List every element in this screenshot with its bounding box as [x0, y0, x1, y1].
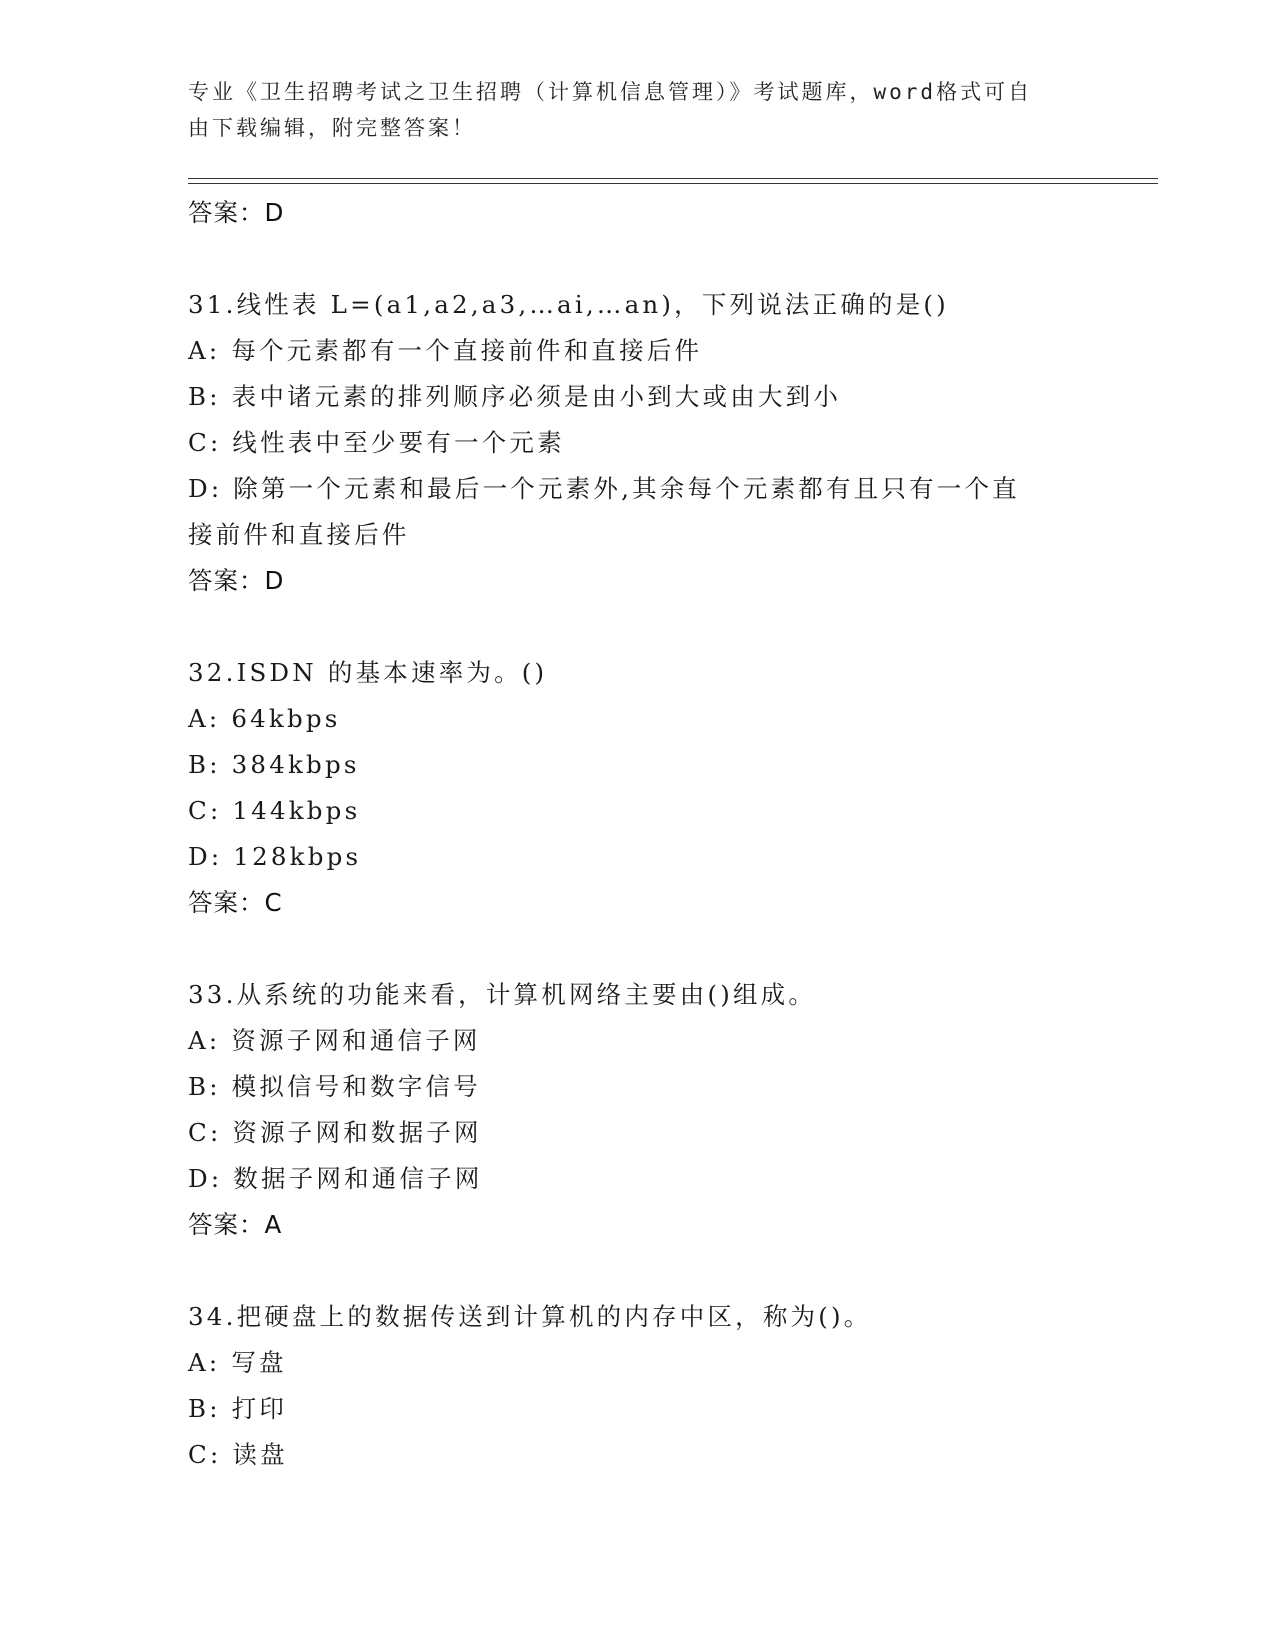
option-d: D: 128kbps: [188, 842, 362, 871]
spacer: [188, 236, 1088, 282]
answer: 答案：D: [188, 566, 285, 595]
option-a: A: 64kbps: [188, 704, 341, 733]
option-a: A: 资源子网和通信子网: [188, 1026, 481, 1055]
option-c: C: 线性表中至少要有一个元素: [188, 428, 565, 457]
option-c: C: 资源子网和数据子网: [188, 1118, 482, 1147]
option-a: A: 每个元素都有一个直接前件和直接后件: [188, 336, 703, 365]
header-divider-top: [188, 178, 1158, 179]
question-31: [188, 282, 1088, 604]
question-list: [188, 190, 1088, 1478]
previous-answer: 答案：D: [188, 198, 285, 227]
question-33: [188, 972, 1088, 1248]
spacer: [188, 1248, 1088, 1294]
option-d: D: 除第一个元素和最后一个元素外,其余每个元素都有且只有一个直: [188, 474, 1020, 503]
answer: 答案：C: [188, 888, 283, 917]
header-line-1: 专业《卫生招聘考试之卫生招聘（计算机信息管理）》考试题库，word格式可自: [188, 80, 1033, 104]
spacer: [188, 926, 1088, 972]
option-d-continued: 接前件和直接后件: [188, 520, 410, 549]
question-stem: 32.ISDN 的基本速率为。(): [188, 658, 548, 687]
question-stem: 31.线性表 L=(a1,a2,a3,…ai,…an)，下列说法正确的是(): [188, 290, 949, 319]
option-b: B: 模拟信号和数字信号: [188, 1072, 481, 1101]
option-d: D: 数据子网和通信子网: [188, 1164, 483, 1193]
option-a: A: 写盘: [188, 1348, 287, 1377]
question-stem: 33.从系统的功能来看，计算机网络主要由()组成。: [188, 980, 817, 1009]
option-b: B: 打印: [188, 1394, 288, 1423]
question-stem: 34.把硬盘上的数据传送到计算机的内存中区，称为()。: [188, 1302, 872, 1331]
spacer: [188, 604, 1088, 650]
option-b: B: 表中诸元素的排列顺序必须是由小到大或由大到小: [188, 382, 842, 411]
option-c: C: 144kbps: [188, 796, 361, 825]
header-line-2: 由下载编辑，附完整答案！: [188, 116, 476, 140]
question-34: [188, 1294, 1088, 1478]
document-header: [188, 74, 1068, 146]
question-32: [188, 650, 1088, 926]
header-divider-bottom: [188, 183, 1158, 184]
option-c: C: 读盘: [188, 1440, 288, 1469]
option-b: B: 384kbps: [188, 750, 360, 779]
answer: 答案：A: [188, 1210, 283, 1239]
